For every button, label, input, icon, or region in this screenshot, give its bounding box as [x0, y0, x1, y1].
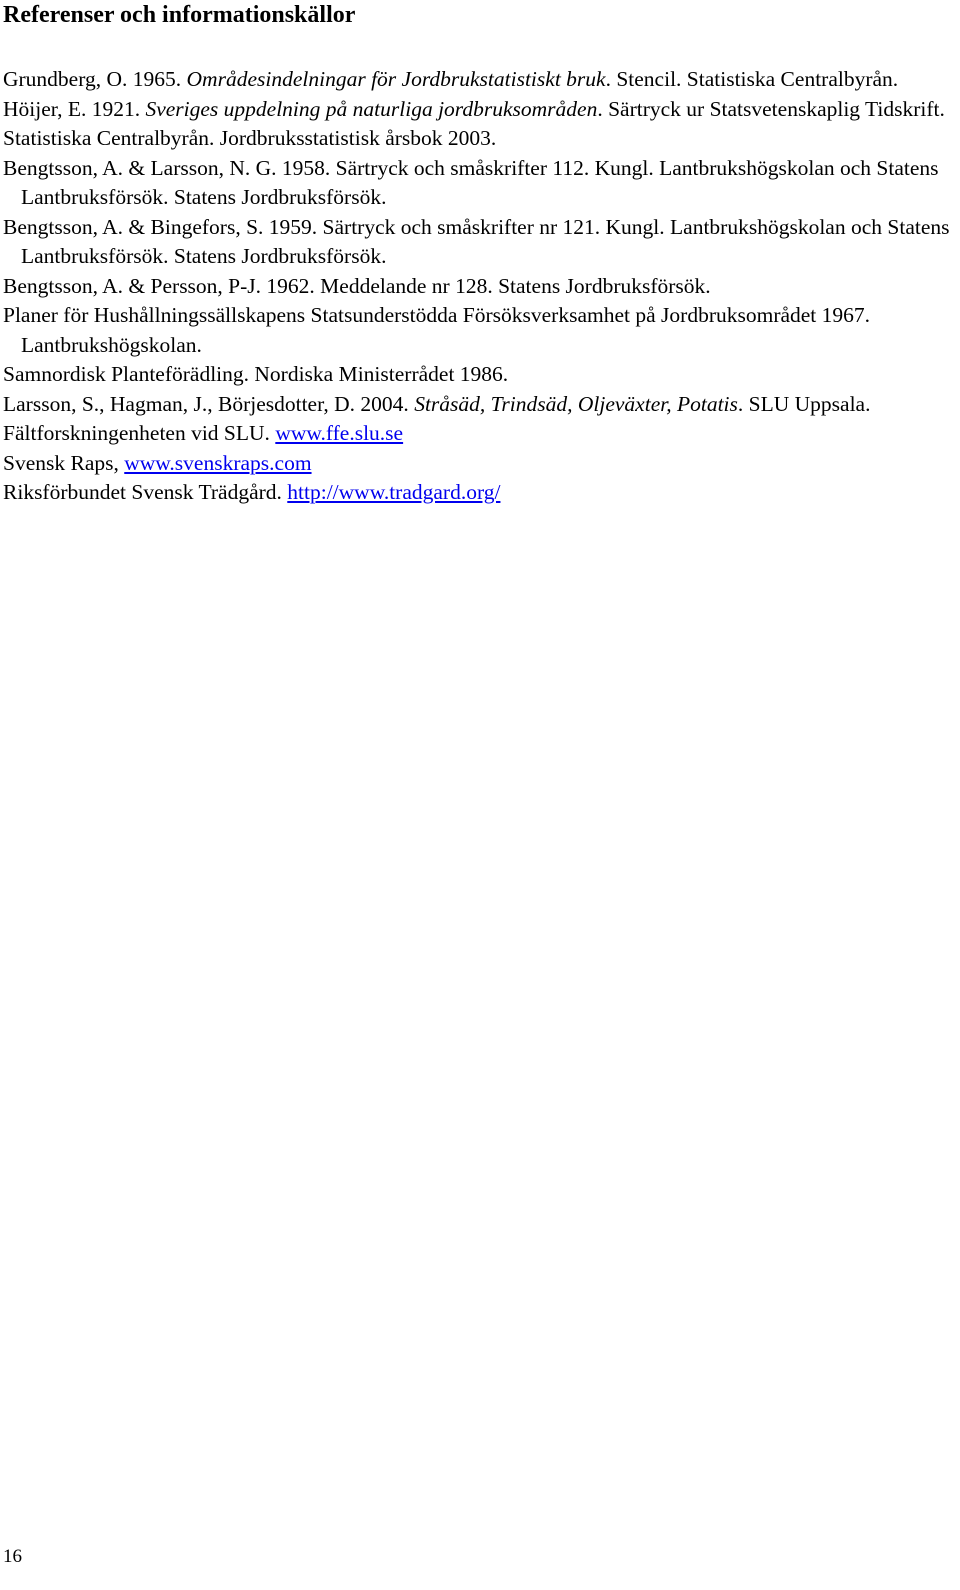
- reference-text: Statistiska Centralbyrån. Jordbruksstatistisk årsbok 2003.: [3, 126, 497, 150]
- reference-title: Sveriges uppdelning på naturliga jordbruksområden: [145, 96, 598, 121]
- ffe-slu-link[interactable]: www.ffe.slu.se: [275, 421, 404, 445]
- reference-text: Riksförbundet Svensk Trädgård.: [3, 480, 288, 504]
- reference-text: Planer för Hushållningssällskapens Statsunderstödda Försöksverksamhet på Jordbruksområdet 1967. Lantbrukshögskolan.: [3, 303, 871, 357]
- reference-larsson-2004: [3, 390, 953, 420]
- reference-text: . SLU Uppsala.: [737, 391, 871, 416]
- reference-text: . Särtryck ur Statsvetenskaplig Tidskrift.: [597, 96, 945, 121]
- reference-grundberg-1965: [3, 65, 953, 95]
- reference-title: Områdesindelningar för Jordbrukstatistiskt bruk: [186, 67, 606, 91]
- reference-hoijer-1921: [3, 95, 953, 125]
- reference-text: Bengtsson, A. & Persson, P-J. 1962. Meddelande nr 128. Statens Jordbruksförsök.: [3, 273, 711, 298]
- reference-text: Samnordisk Planteförädling. Nordiska Ministerrådet 1986.: [3, 362, 509, 386]
- reference-text: Grundberg, O. 1965.: [3, 67, 187, 91]
- tradgard-link[interactable]: http://www.tradgard.org/: [287, 480, 501, 504]
- page-title: Referenser och informationskällor: [3, 2, 356, 28]
- page-number: 16: [3, 1546, 22, 1567]
- reference-bengtsson-bingefors-1959: [3, 213, 953, 272]
- reference-samnordisk-1986: [3, 360, 953, 390]
- reference-bengtsson-persson-1962: [3, 272, 953, 302]
- reference-ffe-slu: [3, 419, 953, 449]
- reference-svensk-tradgard: [3, 478, 953, 508]
- reference-planer-1967: [3, 301, 953, 360]
- reference-list: [3, 65, 953, 508]
- reference-text: . Stencil. Statistiska Centralbyrån.: [605, 67, 899, 91]
- reference-text: Bengtsson, A. & Larsson, N. G. 1958. Särtryck och småskrifter 112. Kungl. Lantbrukshögskolan och Statens Lantbruksförsök. Statens Jordbruksförsök.: [3, 155, 939, 209]
- reference-bengtsson-larsson-1958: [3, 154, 953, 213]
- reference-text: Höijer, E. 1921.: [3, 96, 146, 121]
- reference-text: Bengtsson, A. & Bingefors, S. 1959. Särtryck och småskrifter nr 121. Kungl. Lantbrukshögskolan och Statens Lantbruksförsök. Statens Jordbruksförsök.: [3, 214, 950, 268]
- reference-scb-2003: [3, 124, 953, 154]
- svenskraps-link[interactable]: www.svenskraps.com: [124, 450, 312, 475]
- reference-svensk-raps: [3, 449, 953, 479]
- reference-text: Fältforskningenheten vid SLU.: [3, 421, 276, 445]
- reference-text: Svensk Raps,: [3, 450, 125, 475]
- reference-text: Larsson, S., Hagman, J., Börjesdotter, D. 2004.: [3, 391, 415, 416]
- reference-title: Stråsäd, Trindsäd, Oljeväxter, Potatis: [414, 391, 738, 416]
